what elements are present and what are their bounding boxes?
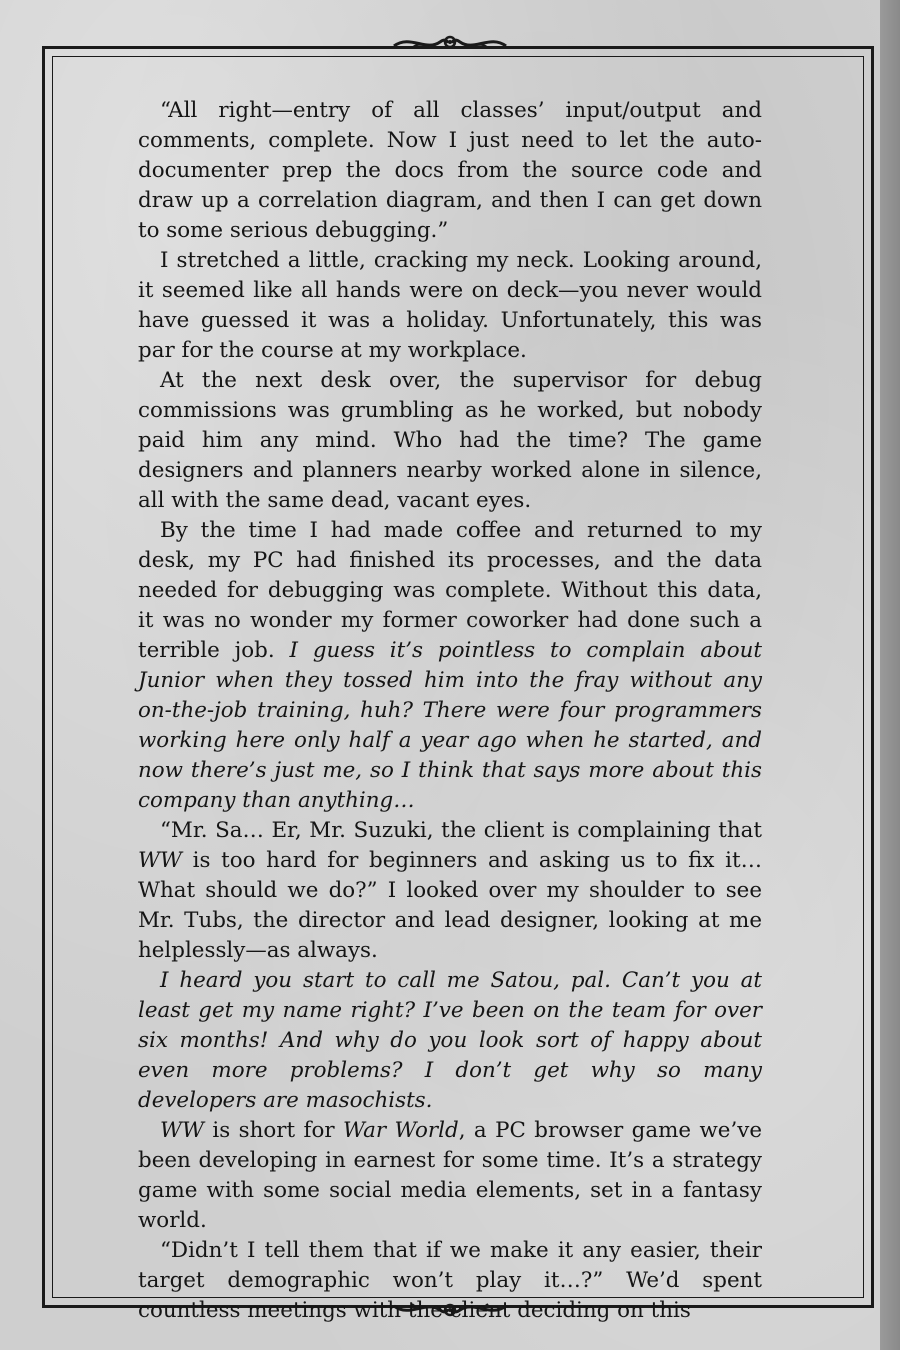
- text-segment: At the next desk over, the supervisor for debug commissions was grumbling as he worked, but nobody paid him any mind. Who had the time? The game designers and planners nearby worked alone in silence, all with the same dead, vacant eyes.: [138, 368, 762, 513]
- text-segment: “Didn’t I tell them that if we make it any easier, their target demographic won’t play it…?” We’d spent countless meetings with the client deciding on this: [138, 1238, 762, 1323]
- paragraph: [138, 816, 762, 966]
- paragraph: [138, 246, 762, 366]
- paragraph: [138, 1236, 762, 1326]
- game-title: War World: [342, 1118, 459, 1143]
- text-segment: “All right—entry of all classes’ input/output and comments, complete. Now I just need to let the auto-documenter prep the docs from the source code and draw up a correlation diagram, and then I can get down to some serious debugging.”: [138, 98, 762, 243]
- paragraph: [138, 516, 762, 816]
- text-segment: I stretched a little, cracking my neck. Looking around, it seemed like all hands were on deck—you never would have guessed it was a holiday. Unfortunately, this was par for the course at my workplace.: [138, 248, 762, 363]
- flourish-ornament-top: [390, 30, 510, 56]
- page-edge-shadow: [880, 0, 900, 1350]
- paragraph: [138, 966, 762, 1116]
- paragraph: [138, 366, 762, 516]
- text-segment: “Mr. Sa… Er, Mr. Suzuki, the client is complaining that: [160, 818, 762, 843]
- inner-thought-text: I guess it’s pointless to complain about Junior when they tossed him into the fray without any on-the-job training, huh? There were four programmers working here only half a year ago when he started, and now there’s just me, so I think that says more about this company than anything…: [138, 638, 762, 813]
- paragraph: [138, 96, 762, 246]
- game-title-abbrev: WW: [138, 848, 182, 873]
- paragraph: [138, 1116, 762, 1236]
- inner-thought-text: I heard you start to call me Satou, pal. Can’t you at least get my name right? I’ve been on the team for over six months! And why do you look sort of happy about even more problems? I don’t get why so many developers are masochists.: [138, 968, 762, 1113]
- text-segment: is too hard for beginners and asking us to fix it… What should we do?” I looked over my shoulder to see Mr. Tubs, the director and lead designer, looking at me helplessly—as always.: [138, 848, 762, 963]
- text-segment: is short for: [203, 1118, 343, 1143]
- text-segment: , a PC browser game we’ve been developing in earnest for some time. It’s a strategy game with some social media elements, set in a fantasy world.: [138, 1118, 762, 1233]
- text-segment: By the time I had made coffee and returned to my desk, my PC had finished its processes, and the data needed for debugging was complete. Without this data, it was no wonder my former coworker had done such a terrible job.: [138, 518, 762, 663]
- game-title-abbrev: WW: [160, 1118, 204, 1143]
- body-text: [138, 96, 762, 1326]
